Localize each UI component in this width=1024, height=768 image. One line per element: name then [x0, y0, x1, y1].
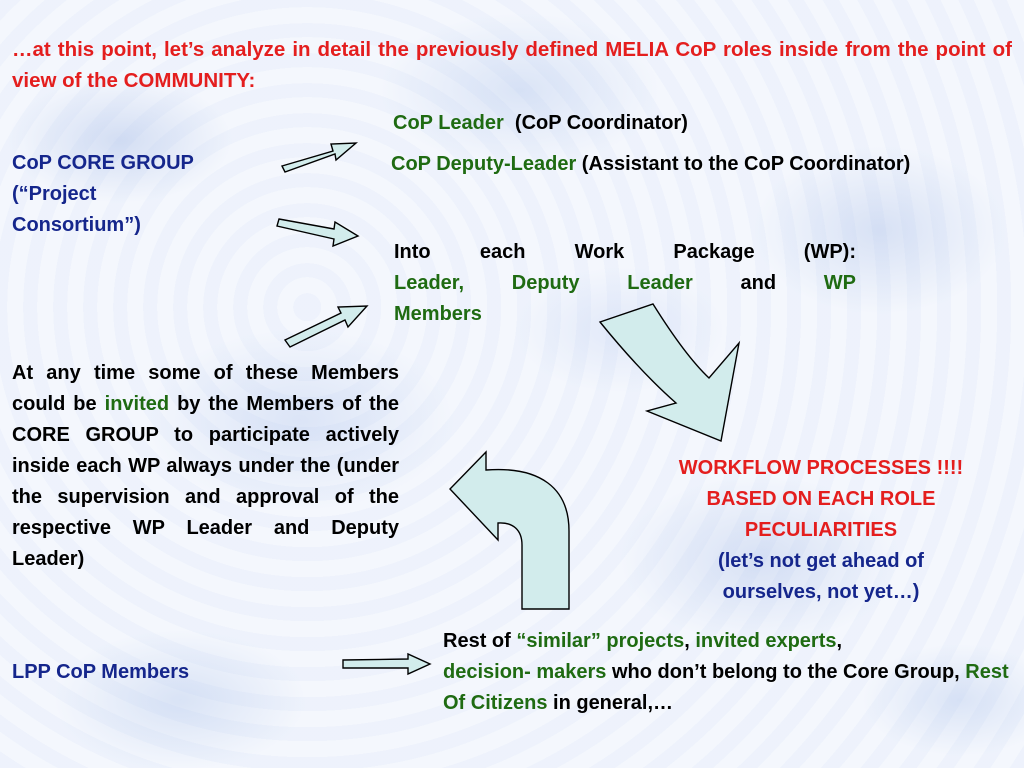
wp-members-role-1: WP: [823, 272, 856, 294]
invited-keyword: invited: [104, 393, 170, 415]
workflow-line-2: BASED ON EACH ROLE: [706, 488, 936, 510]
u-turn-arrow-up-icon: [450, 452, 569, 609]
rest-text-2: ,: [684, 630, 690, 652]
arrow-right-icon: [282, 143, 356, 172]
work-package-block: [394, 237, 856, 330]
wp-deputy-role: Deputy Leader: [511, 272, 693, 294]
wp-leader-role: Leader,: [394, 272, 465, 294]
work-package-roles: [394, 268, 856, 299]
rest-citizens: Rest Of Citizens: [443, 661, 1009, 714]
wp-and-word: and: [740, 272, 777, 294]
work-package-intro: Into each Work Package (WP):: [394, 241, 856, 263]
workflow-line-3: PECULIARITIES: [744, 519, 898, 541]
cop-deputy-desc: (Assistant to the CoP Coordinator): [581, 153, 911, 175]
rest-invited-experts: invited experts: [695, 630, 837, 652]
rest-text-5: in general,…: [553, 692, 674, 714]
invited-before: At any time some of these Members could be: [12, 362, 399, 415]
cop-deputy-line: [391, 149, 911, 180]
rest-text-4: who don’t belong to the Core Group,: [611, 661, 960, 683]
invited-paragraph: [12, 358, 399, 575]
workflow-note-2: ourselves, not yet…): [722, 581, 920, 603]
cop-leader-desc: (CoP Coordinator): [514, 112, 688, 134]
arrow-right-icon: [285, 306, 367, 347]
rest-decision-makers: decision- makers: [443, 661, 607, 683]
rest-text-1: Rest of: [443, 630, 511, 652]
rest-text-3: ,: [836, 630, 843, 652]
invited-after: by the Members of the CORE GROUP to participate actively inside each WP always under the (under the supervision and approval of the respective WP Leader and Deputy Leader): [12, 393, 400, 570]
rest-similar-projects: “similar” projects: [516, 630, 685, 652]
core-group-line-1: CoP CORE GROUP: [12, 152, 194, 174]
workflow-block: [620, 453, 1022, 608]
core-group-label: [12, 148, 272, 241]
arrow-right-icon: [277, 219, 358, 246]
lpp-members-label: LPP CoP Members: [12, 661, 190, 683]
work-package-members: Members: [394, 303, 482, 325]
cop-deputy-role: CoP Deputy-Leader: [391, 153, 577, 175]
core-group-line-3: Consortium”): [12, 214, 141, 236]
workflow-line-1: WORKFLOW PROCESSES !!!!: [678, 457, 964, 479]
slide-heading: …at this point, let’s analyze in detail the previously defined MELIA CoP roles inside from the point of view of the COMMUNITY:: [12, 38, 1012, 92]
cop-leader-line: [393, 108, 813, 139]
workflow-note-1: (let’s not get ahead of: [718, 550, 924, 572]
arrow-right-icon: [343, 654, 430, 674]
cop-leader-role: CoP Leader: [393, 112, 504, 134]
rest-paragraph: [443, 626, 1023, 719]
core-group-line-2: (“Project: [12, 183, 97, 205]
